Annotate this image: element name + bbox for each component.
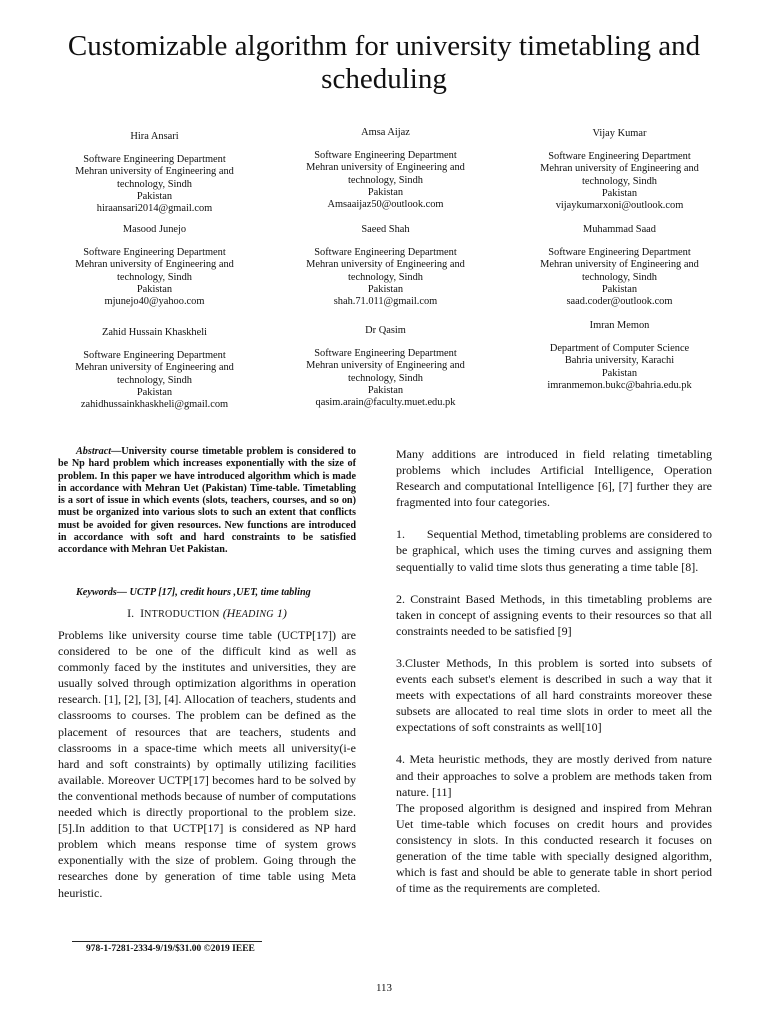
author-name: Zahid Hussain Khaskheli: [101, 327, 208, 338]
list-item-sequential: 1. Sequential Method, timetabling problems are considered to be graphical, which uses the timing curves and assigning them sequentially to valid time slots thus generating a time table [8].: [396, 527, 712, 574]
author-email: Amsaaijaz50@outlook.com: [327, 199, 444, 211]
author-country: Pakistan: [601, 187, 638, 199]
author-country: Pakistan: [367, 283, 404, 295]
author-block: [517, 128, 722, 212]
author-block: [283, 127, 488, 211]
list-item-cluster: 3.Cluster Methods, In this problem is sorted into subsets of events each subset's element is described in such a way that it meets with expectations of all hard constraints moreover these subsets are allocated to real time slots in order to meet all the expectations of soft constraints as well[10]: [396, 655, 712, 735]
author-institution: Mehran university of Engineering and technology, Sindh: [75, 166, 234, 190]
author-email: shah.71.011@gmail.com: [333, 296, 438, 308]
author-institution: Mehran university of Engineering and technology, Sindh: [540, 259, 699, 283]
heading-numeral: I.: [127, 606, 135, 620]
author-name: Saeed Shah: [361, 224, 410, 235]
author-department: Software Engineering Department: [83, 154, 226, 166]
author-name: Imran Memon: [589, 320, 650, 331]
abstract: [58, 446, 356, 557]
author-name: Hira Ansari: [130, 131, 179, 142]
author-department: Software Engineering Department: [314, 150, 457, 162]
author-name: Amsa Aijaz: [361, 127, 410, 138]
author-institution: Mehran university of Engineering and technology, Sindh: [75, 259, 234, 283]
right-column: [396, 446, 712, 912]
author-department: Software Engineering Department: [83, 350, 226, 362]
author-name: Vijay Kumar: [592, 128, 647, 139]
author-country: Pakistan: [367, 384, 404, 396]
author-department: Department of Computer Science: [549, 343, 690, 355]
paper-title: Customizable algorithm for university timetabling and scheduling: [67, 30, 701, 95]
heading-paren-end: 1): [273, 606, 287, 620]
heading-rest: NTRODUCTION: [144, 609, 220, 620]
author-email: qasim.arain@faculty.muet.edu.pk: [315, 397, 456, 409]
heading-paren-rest: EADING: [235, 609, 274, 620]
abstract-text: —University course timetable problem is considered to be Np hard problem which increases exponentially with the size of problem. In this paper we have introduced algorithm which is made in accordance with Mehran Uet (Pakistan) Time-table. Timetabling is a sort of issue in which events (slots, teachers, courses, and so on) must be organized into various slots to such an extent that conflicts must be avoided for given resources. New functions are introduced in accordance with soft and hard constraints to be satisfied accordance with Mehran Uet Pakistan.: [58, 446, 356, 556]
author-institution: Mehran university of Engineering and technology, Sindh: [306, 259, 465, 283]
author-block: [283, 224, 488, 308]
author-department: Software Engineering Department: [314, 348, 457, 360]
author-department: Software Engineering Department: [83, 247, 226, 259]
author-department: Software Engineering Department: [548, 247, 691, 259]
author-institution: Mehran university of Engineering and technology, Sindh: [540, 163, 699, 187]
author-block: [517, 320, 722, 392]
author-name: Masood Junejo: [122, 224, 187, 235]
author-country: Pakistan: [136, 190, 173, 202]
heading-paren: (H: [222, 606, 236, 620]
list-item-meta-heuristic: 4. Meta heuristic methods, they are mostly derived from nature and their approaches to solve a problem are methods taken from nature. [11]: [396, 752, 712, 799]
author-name: Muhammad Saad: [582, 224, 656, 235]
author-email: saad.coder@outlook.com: [566, 296, 673, 308]
introduction-paragraph: Problems like university course time table (UCTP[17]) are considered to be one of the difficult kind as well as commonly faced by the institutes and universities, they are usually solved through optimization algorithms in operation research. [1], [2], [3], [4]. Allocation of teachers, students and classrooms to courses. The problem can be defined as the placement of resources that are teachers, students and classrooms in a space-time which meets all university(i-e hard and soft constraints) by optimally utilizing facilities available. Moreover UCTP[17] becomes hard to be solved by the conventional methods because of number of computations needed which is directly proportional to the problem size.[5].In addition to that UCTP[17] is considered as NP hard problem which means response time of system grows exponentially with the size of problem. Going through the researches done by generation of time table using Meta heuristic.: [58, 628, 356, 900]
copyright-footnote: 978-1-7281-2334-9/19/$31.00 ©2019 IEEE: [86, 944, 255, 954]
page-number: 113: [375, 982, 393, 994]
body-paragraph: The proposed algorithm is designed and inspired from Mehran Uet time-table which focuses on credit hours and provides consistency in slots. In this conducted research it focuses on generation of the time table with specially designed algorithm, which is fast and should be able to generate table in short period of time as the requirements are completed.: [396, 800, 712, 896]
section-heading: [58, 606, 356, 621]
author-block: [283, 325, 488, 409]
author-block: [517, 224, 722, 308]
author-country: Pakistan: [136, 283, 173, 295]
author-email: zahidhussainkhaskheli@gmail.com: [80, 399, 229, 411]
author-country: Pakistan: [136, 386, 173, 398]
author-email: imranmemon.bukc@bahria.edu.pk: [547, 379, 692, 391]
author-name: Dr Qasim: [365, 325, 406, 336]
author-country: Pakistan: [601, 283, 638, 295]
author-block: [52, 224, 257, 308]
keywords: Keywords— UCTP [17], credit hours ,UET, time tabling: [76, 587, 311, 598]
author-country: Pakistan: [601, 367, 638, 379]
author-email: hiraansari2014@gmail.com: [96, 203, 213, 215]
author-country: Pakistan: [367, 186, 404, 198]
author-block: [52, 327, 257, 411]
author-department: Software Engineering Department: [548, 151, 691, 163]
author-department: Software Engineering Department: [314, 247, 457, 259]
author-institution: Mehran university of Engineering and technology, Sindh: [75, 362, 234, 386]
list-item-constraint: 2. Constraint Based Methods, in this timetabling problems are taken in concept of assigning events to their resources so that all constraints needed to be satisfied [9]: [396, 591, 712, 638]
footnote-rule: [72, 941, 262, 942]
heading-first-letter: I: [140, 606, 145, 620]
author-email: vijaykumarxoni@outlook.com: [555, 200, 684, 212]
author-institution: Bahria university, Karachi: [564, 355, 675, 367]
author-institution: Mehran university of Engineering and technology, Sindh: [306, 162, 465, 186]
author-block: [52, 131, 257, 215]
author-email: mjunejo40@yahoo.com: [104, 296, 205, 308]
author-institution: Mehran university of Engineering and technology, Sindh: [306, 360, 465, 384]
abstract-lead: Abstract: [76, 446, 112, 457]
body-paragraph: Many additions are introduced in field relating timetabling problems which includes Artificial Intelligence, Operation Research and computational Intelligence [6], [7] further they are fragmented into four categories.: [396, 447, 712, 510]
